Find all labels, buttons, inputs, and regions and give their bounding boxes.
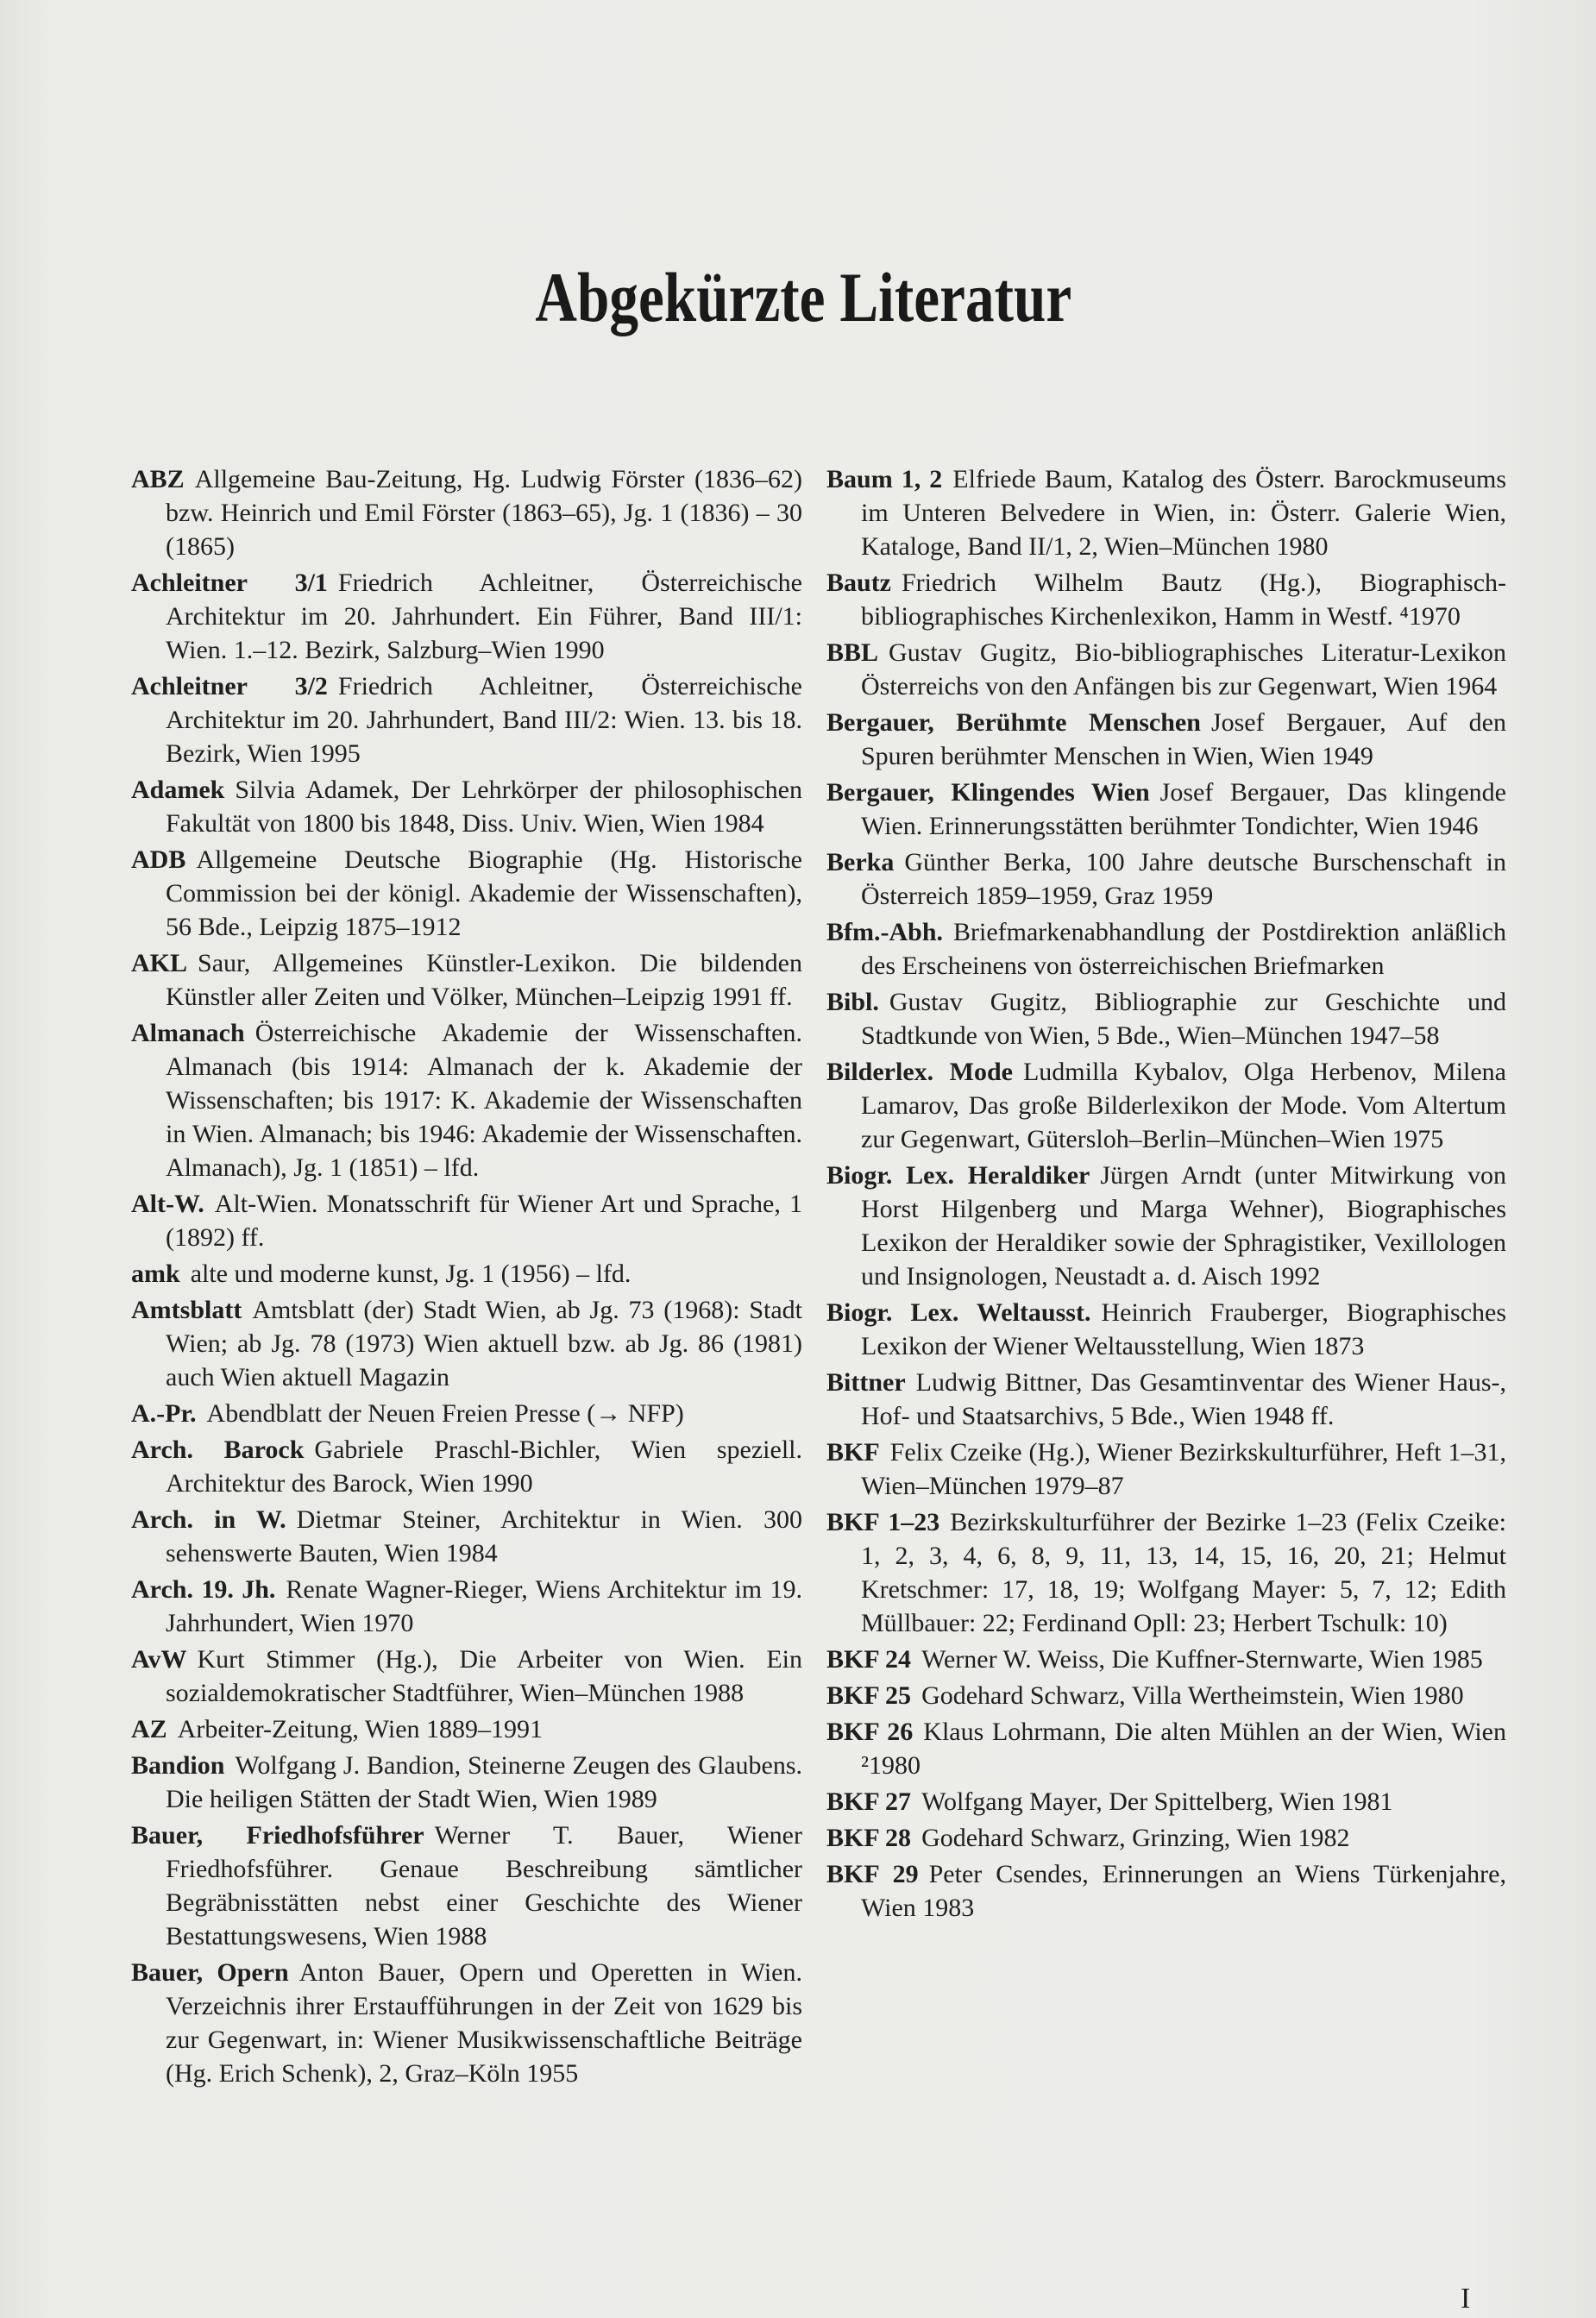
entry-bkf-26 [826, 1715, 1506, 1782]
entry-a-pr [131, 1397, 802, 1430]
entry-text: Ludmilla Kybalov, Olga Herbenov, Milena Lamarov, Das große Bilderlexikon der Mode. Vom Altertum zur Gegenwart, Gütersloh–Berlin–München–Wien 1975 [861, 1058, 1506, 1153]
entry-bibl [826, 985, 1506, 1052]
entry-text: Wolfgang Mayer, Der Spittelberg, Wien 1981 [921, 1787, 1393, 1816]
entry-abbreviation: Biogr. Lex. Heraldiker [826, 1161, 1090, 1190]
entry-text: Dietmar Steiner, Architektur in Wien. 300 sehenswerte Bauten, Wien 1984 [166, 1505, 803, 1567]
entry-abbreviation: Biogr. Lex. Weltausst. [826, 1298, 1091, 1327]
entry-abbreviation: AKL [131, 949, 188, 977]
entry-text: Friedrich Achleitner, Österreichische Architektur im 20. Jahrhundert, Band III/2: Wien. 13. bis 18. Bezirk, Wien 1995 [166, 672, 803, 768]
entry-bkf-28 [826, 1821, 1506, 1855]
entry-text: Saur, Allgemeines Künstler-Lexikon. Die bildenden Künstler aller Zeiten und Völker, München–Leipzig 1991 ff. [166, 949, 802, 1011]
entry-text: Josef Bergauer, Auf den Spuren berühmter Menschen in Wien, Wien 1949 [861, 708, 1506, 770]
entry-abbreviation: Berka [826, 848, 895, 876]
entry-abbreviation: Bibl. [826, 988, 879, 1016]
entry-abbreviation: Adamek [131, 776, 225, 804]
entry-text: Gabriele Praschl-Bichler, Wien speziell. Architektur des Barock, Wien 1990 [166, 1435, 802, 1498]
entry-bfm-abh [826, 915, 1506, 983]
entry-text: Werner T. Bauer, Wiener Friedhofsführer. Genaue Beschreibung sämtlicher Begräbnisstätten nebst einer Geschichte des Wiener Bestattungswesens, Wien 1988 [166, 1821, 802, 1951]
entry-text: Godehard Schwarz, Grinzing, Wien 1982 [921, 1824, 1350, 1852]
entry-abbreviation: Arch. in W. [131, 1505, 286, 1534]
entry-text: Heinrich Frauberger, Biographisches Lexikon der Wiener Weltausstellung, Wien 1873 [861, 1298, 1507, 1360]
entry-abbreviation: Achleitner 3/2 [131, 672, 328, 700]
entry-abbreviation: BKF 25 [826, 1681, 912, 1710]
entry-bittner [826, 1366, 1506, 1433]
entry-abbreviation: AvW [131, 1645, 187, 1674]
entry-text: Renate Wagner-Rieger, Wiens Architektur im 19. Jahrhundert, Wien 1970 [166, 1575, 802, 1637]
entry-achleitner-3-1 [131, 566, 802, 667]
entry-alt-w [131, 1187, 802, 1254]
entry-abz [131, 462, 802, 563]
entry-abbreviation: BKF 24 [826, 1645, 912, 1674]
entry-text: Allgemeine Bau-Zeitung, Hg. Ludwig Förster (1836–62) bzw. Heinrich und Emil Förster (1863–65), Jg. 1 (1836) – 30 (1865) [166, 465, 802, 561]
entry-abbreviation: Almanach [131, 1019, 245, 1047]
entry-biogr-lex-heraldiker [826, 1159, 1506, 1293]
entry-text: Peter Csendes, Erinnerungen an Wiens Türkenjahre, Wien 1983 [861, 1860, 1506, 1922]
entry-abbreviation: Amtsblatt [131, 1296, 242, 1324]
entry-bauer-friedhofsfuehrer [131, 1819, 802, 1953]
entry-akl [131, 946, 802, 1014]
entry-abbreviation: Bittner [826, 1368, 906, 1397]
entry-bkf-29 [826, 1857, 1506, 1925]
entry-bkf-27 [826, 1785, 1506, 1819]
entry-bbl [826, 636, 1506, 703]
entry-text: Anton Bauer, Opern und Operetten in Wien. Verzeichnis ihrer Erstaufführungen in der Zeit von 1629 bis zur Gegenwart, in: Wiener Musikwissenschaftliche Beiträge (Hg. Erich Schenk), 2, Graz–Köln 1955 [166, 1958, 803, 2088]
entry-achleitner-3-2 [131, 669, 802, 770]
entry-bergauer-beruehmte-menschen [826, 706, 1506, 773]
entry-text: Allgemeine Deutsche Biographie (Hg. Historische Commission bei der königl. Akademie der Wissenschaften), 56 Bde., Leipzig 1875–1912 [166, 845, 802, 941]
page-title: Abgekürzte Literatur [535, 258, 1072, 336]
entry-text: Amtsblatt (der) Stadt Wien, ab Jg. 73 (1968): Stadt Wien; ab Jg. 78 (1973) Wien aktuell bzw. ab Jg. 86 (1981) auch Wien aktuell Magazin [166, 1296, 802, 1391]
entry-abbreviation: BKF [826, 1438, 880, 1467]
entry-text: Bezirkskulturführer der Bezirke 1–23 (Felix Czeike: 1, 2, 3, 4, 6, 8, 9, 11, 13, 14, 15, 16, 20, 21; Helmut Kretschmer: 17, 18, 19; Wolfgang Mayer: 5, 7, 12; Edith Müllbauer: 22; Ferdinand Opll: 23; Herbert Tschulk: 10) [861, 1508, 1506, 1637]
entry-text: Ludwig Bittner, Das Gesamtinventar des Wiener Haus-, Hof- und Staatsarchivs, 5 Bde., Wien 1948 ff. [861, 1368, 1506, 1430]
left-column [131, 462, 802, 2093]
entry-text: Friedrich Wilhelm Bautz (Hg.), Biographisch-bibliographisches Kirchenlexikon, Hamm in Westf. ⁴1970 [861, 569, 1506, 631]
entry-bergauer-klingendes-wien [826, 776, 1506, 843]
entry-abbreviation: A.-Pr. [131, 1399, 197, 1428]
entry-bauer-opern [131, 1956, 802, 2090]
entry-text: Abendblatt der Neuen Freien Presse (→ NFP) [206, 1399, 684, 1428]
entry-bandion [131, 1749, 802, 1816]
entry-bkf [826, 1435, 1506, 1503]
entry-abbreviation: ADB [131, 845, 186, 874]
entry-text: Josef Bergauer, Das klingende Wien. Erinnerungsstätten berühmter Tondichter, Wien 1946 [861, 778, 1506, 840]
entry-abbreviation: Bautz [826, 569, 891, 597]
entry-adamek [131, 773, 802, 840]
entry-bautz [826, 566, 1506, 633]
entry-text: Alt-Wien. Monatsschrift für Wiener Art und Sprache, 1 (1892) ff. [166, 1190, 802, 1252]
entry-abbreviation: AZ [131, 1715, 167, 1743]
entry-az [131, 1712, 802, 1746]
entry-bilderlex-mode [826, 1055, 1506, 1156]
entry-almanach [131, 1016, 802, 1184]
entry-adb [131, 843, 802, 944]
entry-biogr-lex-weltausst [826, 1296, 1506, 1363]
entry-amk [131, 1257, 802, 1291]
entry-text: Gustav Gugitz, Bio-bibliographisches Literatur-Lexikon Österreichs von den Anfängen bis zur Gegenwart, Wien 1964 [861, 638, 1506, 700]
entry-abbreviation: Baum 1, 2 [826, 465, 943, 493]
entry-abbreviation: BBL [826, 638, 879, 667]
entry-text: Friedrich Achleitner, Österreichische Architektur im 20. Jahrhundert. Ein Führer, Band III/1: Wien. 1.–12. Bezirk, Salzburg–Wien 1990 [166, 569, 803, 664]
entry-amtsblatt [131, 1293, 802, 1394]
entry-abbreviation: Alt-W. [131, 1190, 204, 1218]
entry-baum-1-2 [826, 462, 1506, 563]
entry-abbreviation: Arch. 19. Jh. [131, 1575, 276, 1604]
entry-abbreviation: Achleitner 3/1 [131, 569, 328, 597]
entry-abbreviation: Bauer, Friedhofsführer [131, 1821, 424, 1850]
entry-text: Gustav Gugitz, Bibliographie zur Geschichte und Stadtkunde von Wien, 5 Bde., Wien–München 1947–58 [861, 988, 1506, 1050]
entry-abbreviation: Arch. Barock [131, 1435, 305, 1464]
entry-text: Kurt Stimmer (Hg.), Die Arbeiter von Wien. Ein sozialdemokratischer Stadtführer, Wien–München 1988 [166, 1645, 802, 1707]
right-column [826, 462, 1506, 1927]
entry-abbreviation: BKF 27 [826, 1787, 912, 1816]
entry-arch-barock [131, 1433, 802, 1500]
entry-text: Arbeiter-Zeitung, Wien 1889–1991 [177, 1715, 544, 1743]
entry-bkf-1-23 [826, 1505, 1506, 1640]
entry-bkf-25 [826, 1679, 1506, 1712]
entry-text: alte und moderne kunst, Jg. 1 (1956) – lfd. [190, 1260, 631, 1288]
entry-text: Felix Czeike (Hg.), Wiener Bezirkskulturführer, Heft 1–31, Wien–München 1979–87 [861, 1438, 1506, 1500]
entry-abbreviation: ABZ [131, 465, 185, 493]
entry-text: Klaus Lohrmann, Die alten Mühlen an der Wien, Wien ²1980 [861, 1718, 1506, 1780]
entry-text: Wolfgang J. Bandion, Steinerne Zeugen des Glaubens. Die heiligen Stätten der Stadt Wien, Wien 1989 [166, 1751, 802, 1813]
entry-arch-19-jh [131, 1573, 802, 1640]
entry-abbreviation: BKF 29 [826, 1860, 919, 1888]
entry-text: Günther Berka, 100 Jahre deutsche Burschenschaft in Österreich 1859–1959, Graz 1959 [861, 848, 1506, 910]
entry-abbreviation: BKF 26 [826, 1718, 914, 1746]
entry-berka [826, 845, 1506, 913]
entry-text: Elfriede Baum, Katalog des Österr. Barockmuseums im Unteren Belvedere in Wien, in: Österr. Galerie Wien, Kataloge, Band II/1, 2, Wien–München 1980 [861, 465, 1506, 561]
entry-abbreviation: Bergauer, Berühmte Menschen [826, 708, 1201, 737]
entry-abbreviation: amk [131, 1260, 180, 1288]
entry-bkf-24 [826, 1643, 1506, 1676]
entry-abbreviation: Bfm.-Abh. [826, 918, 944, 946]
entry-abbreviation: Bandion [131, 1751, 225, 1780]
entry-text: Silvia Adamek, Der Lehrkörper der philosophischen Fakultät von 1800 bis 1848, Diss. Univ. Wien, Wien 1984 [166, 776, 802, 838]
page-number: I [1461, 2283, 1471, 2315]
entry-abbreviation: Bauer, Opern [131, 1958, 289, 1987]
entry-avw [131, 1643, 802, 1710]
entry-abbreviation: BKF 28 [826, 1824, 912, 1852]
entry-abbreviation: BKF 1–23 [826, 1508, 940, 1536]
entry-arch-in-w [131, 1503, 802, 1570]
entry-text: Briefmarkenabhandlung der Postdirektion anläßlich des Erscheinens von österreichischen Briefmarken [861, 918, 1506, 980]
entry-text: Jürgen Arndt (unter Mitwirkung von Horst Hilgenberg und Marga Wehner), Biographisches Lexikon der Heraldiker sowie der Sphragistiker, Vexillologen und Insignologen, Neustadt a. d. Aisch 1992 [861, 1161, 1506, 1291]
entry-abbreviation: Bergauer, Klingendes Wien [826, 778, 1150, 807]
entry-text: Godehard Schwarz, Villa Wertheimstein, Wien 1980 [921, 1681, 1464, 1710]
entry-text: Österreichische Akademie der Wissenschaften. Almanach (bis 1914: Almanach der k. Akademie der Wissenschaften; bis 1917: K. Akademie der Wissenschaften in Wien. Almanach; bis 1946: Akademie der Wissenschaften. Almanach), Jg. 1 (1851) – lfd. [166, 1019, 802, 1182]
entry-abbreviation: Bilderlex. Mode [826, 1058, 1013, 1086]
entry-text: Werner W. Weiss, Die Kuffner-Sternwarte, Wien 1985 [921, 1645, 1483, 1674]
